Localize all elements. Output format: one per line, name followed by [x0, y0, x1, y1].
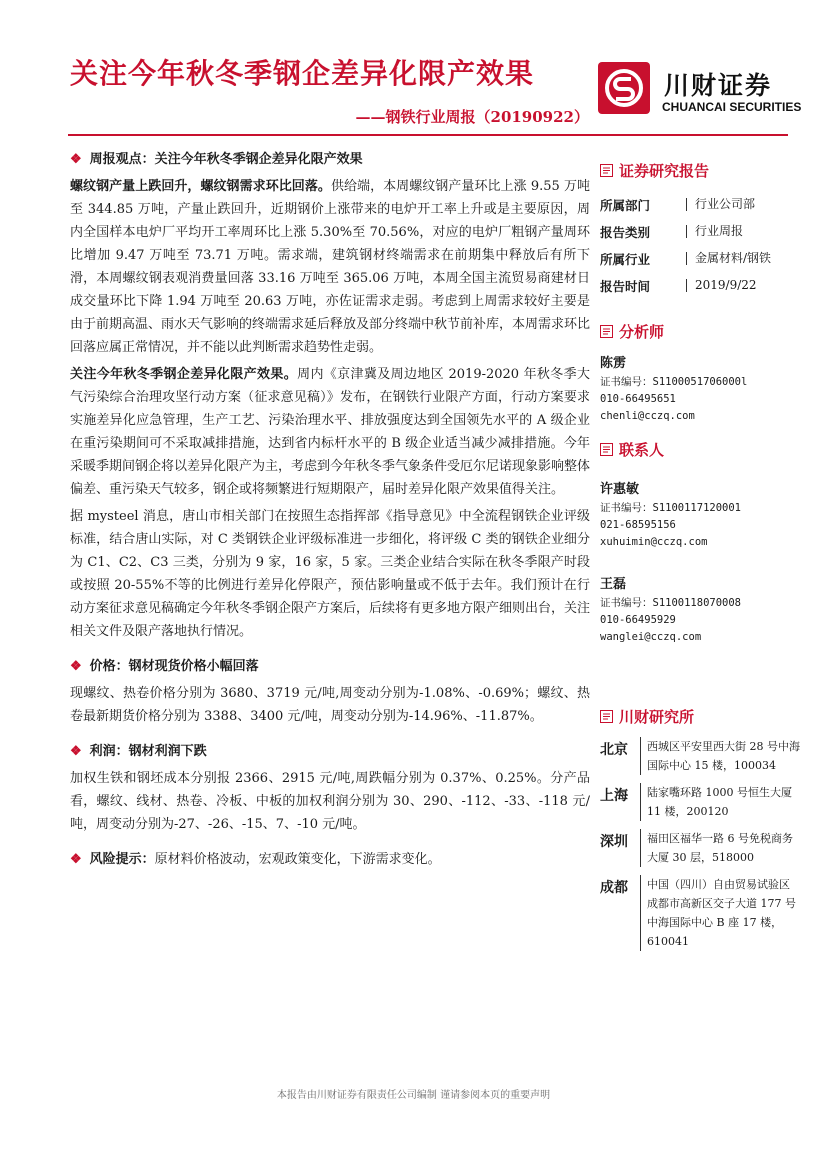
diamond-bullet-icon: ❖ [70, 659, 82, 674]
report-icon [600, 164, 613, 177]
info-row-department: 所属部门 行业公司部 [600, 197, 756, 213]
office-beijing: 北京 西城区平安里西大街 28 号中海国际中心 15 楼，100034 [600, 737, 800, 775]
contact-card: 王磊 证书编号：S1100118070008 010-66495929 wanglei@cczq.com [600, 573, 800, 646]
email-link[interactable]: chenli@cczq.com [600, 410, 695, 422]
report-icon [600, 443, 613, 456]
report-heading: 证券研究报告 [600, 160, 800, 181]
paragraph-price: 现螺纹、热卷价格分别为 3680、3719 元/吨,周变动分别为-1.08%、-0.69%；螺纹、热卷最新期货价格分别为 3388、3400 元/吨，周变动分别为-14.96%、-11.87%。 [70, 686, 590, 724]
diamond-bullet-icon: ❖ [70, 852, 82, 867]
paragraph-profit: 加权生铁和钢坯成本分别报 2366、2915 元/吨,周跌幅分别为 0.37%、0.25%。分产品看，螺纹、线材、热卷、冷板、中板的加权利润分别为 30、290、-112、-33、-118 元/吨，周变动分别为-27、-26、-15、7、-10 元/吨。 [70, 771, 590, 832]
section-heading-view: ❖ 周报观点：关注今年秋冬季钢企差异化限产效果 [70, 152, 363, 167]
report-icon [600, 325, 613, 338]
info-row-date: 报告时间 2019/9/22 [600, 278, 757, 294]
diamond-bullet-icon: ❖ [70, 744, 82, 759]
logo-text-cn: 川财证券 [664, 71, 773, 100]
paragraph-output: 螺纹钢产量上跌回升，螺纹钢需求环比回落。供给端，本周螺纹钢产量环比上涨 9.55 万吨至 344.85 万吨，产量止跌回升，近期钢价上涨带来的电炉开工率上升或是主要原因，周内全国样本电炉厂平均开工率周环比上涨 5.30%至 70.56%，对应的电炉厂粗钢产量周环比增加 9.47 万吨至 73.71 万吨。需求端，建筑钢材终端需求在前期集中释放后有所下滑，本周螺纹钢表观消费量回落 33.16 万吨至 365.06 万吨，本周全国主流贸易商建材日成交量环比下降 1.94 万吨至 20.63 万吨，亦佐证需求走弱。考虑到上周需求较好主要是由于前期高温、雨水天气影响的终端需求延后释放及部分终端中秋节前补库，本周需求环比回落应属正常情况，并不能以此判断需求趋势性走弱。 [70, 179, 591, 355]
logo-text-en: CHUANCAI SECURITIES [662, 100, 802, 114]
risk-warning: ❖ 风险提示：原材料价格波动，宏观政策变化，下游需求变化。 [70, 852, 441, 867]
info-row-category: 报告类别 行业周报 [600, 224, 744, 240]
info-row-industry: 所属行业 金属材料/钢铁 [600, 251, 772, 267]
section-heading-profit: ❖ 利润：钢材利润下跌 [70, 744, 207, 759]
paragraph-policy: 关注今年秋冬季钢企差异化限产效果。周内《京津冀及周边地区 2019-2020 年秋冬季大气污染综合治理攻坚行动方案（征求意见稿）》发布，在钢铁行业限产方面，行动方案要求实施差异化应急管理，生产工艺、污染治理水平、排放强度达到全国领先水平的 A 级企业在重污染期间可不采取减排措施，达到省内标杆水平的 B 级企业适当减少减排措施。今年采暖季期间钢企将以差异化限产为主，考虑到今年秋冬季气象条件受厄尔尼诺现象影响整体偏差、重污染天气较多，钢企或将频繁进行短期限产，届时差异化限产效果值得关注。 [70, 367, 591, 497]
report-icon [600, 710, 613, 723]
office-chengdu: 成都 中国（四川）自由贸易试验区成都市高新区交子大道 177 号中海国际中心 B 座 17 楼，610041 [600, 875, 800, 951]
analyst-heading: 分析师 [600, 321, 800, 342]
report-subtitle: ——钢铁行业周报（20190922） [355, 108, 589, 126]
diamond-bullet-icon: ❖ [70, 152, 82, 167]
header-divider [68, 134, 788, 136]
paragraph-tangshan: 据 mysteel 消息，唐山市相关部门在按照生态指挥部《指导意见》中全流程钢铁企业评级标准，结合唐山实际，对 C 类钢铁企业评级标准进一步细化，将评级 C 类的钢铁企业细分为 C1、C2、C3 三类，分别为 9 家，16 家，5 家。三类企业结合实际在秋冬季限产时段或按照 20-55%不等的比例进行差异化停限产，预估影响量或不低于去年。我们预计在行动方案征求意见稿确定今年秋冬季钢企限产方案后，后续将有更多地方限产细则出台，关注相关文件及限产落地执行情况。 [70, 509, 591, 639]
sidebar [600, 148, 800, 959]
main-content [70, 148, 590, 875]
contact-card: 许惠敏 证书编号：S1100117120001 021-68595156 xuhuimin@cczq.com [600, 478, 800, 551]
institute-heading: 川财研究所 [600, 706, 800, 727]
contact-heading: 联系人 [600, 439, 800, 460]
office-shanghai: 上海 陆家嘴环路 1000 号恒生大厦 11 楼，200120 [600, 783, 800, 821]
email-link[interactable]: wanglei@cczq.com [600, 631, 702, 643]
email-link[interactable]: xuhuimin@cczq.com [600, 536, 708, 548]
report-title: 关注今年秋冬季钢企差异化限产效果 [70, 57, 535, 90]
page-footer: 本报告由川财证券有限责任公司编制 谨请参阅本页的重要声明 [276, 1090, 551, 1101]
office-shenzhen: 深圳 福田区福华一路 6 号免税商务大厦 30 层，518000 [600, 829, 800, 867]
analyst-card: 陈雳 证书编号：S1100051706000l 010-66495651 chenli@cczq.com [600, 352, 800, 425]
company-logo-icon [598, 62, 650, 114]
section-heading-price: ❖ 价格：钢材现货价格小幅回落 [70, 659, 259, 674]
